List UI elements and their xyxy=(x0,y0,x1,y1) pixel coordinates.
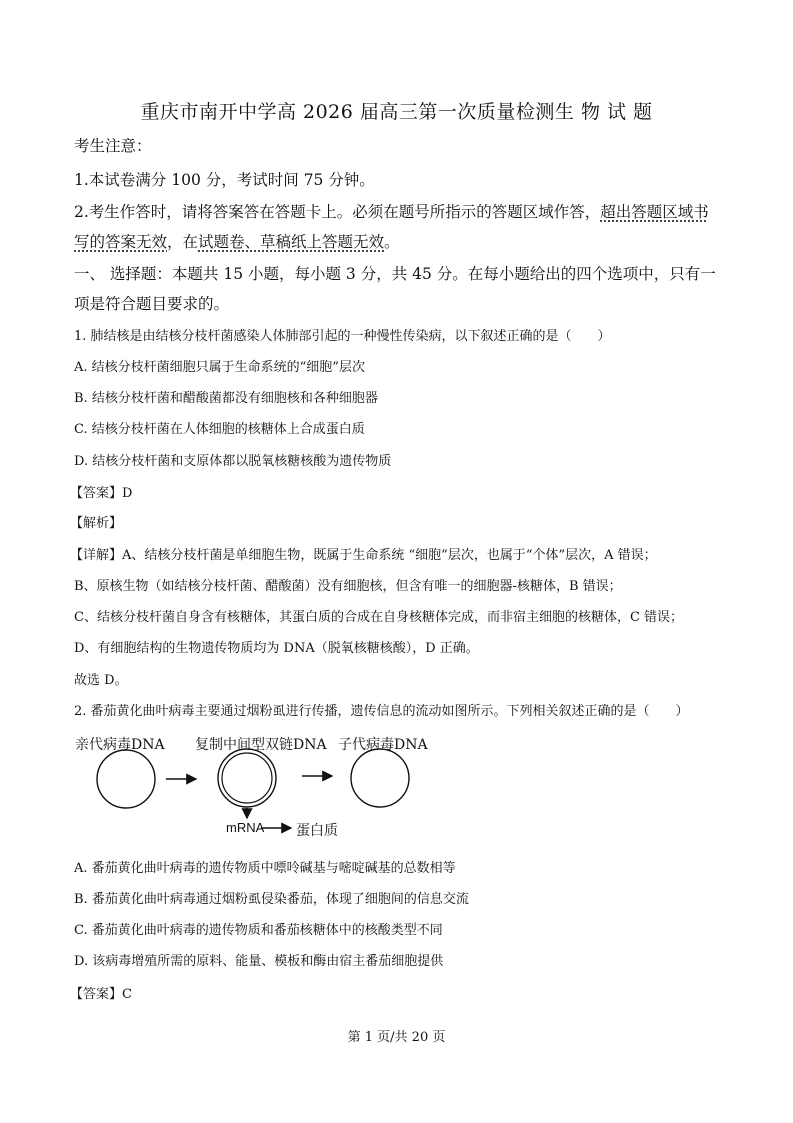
q1-detail-b: B、原核生物（如结核分枝杆菌、醋酸菌）没有细胞核，但含有唯一的细胞器-核糖体，B 错误； xyxy=(74,579,622,594)
q1-stem: 1. 肺结核是由结核分枝杆菌感染人体肺部引起的一种慢性传染病，以下叙述正确的是（ ） xyxy=(74,329,611,344)
notice-2-text-a: 2.考生作答时，请将答案答在答题卡上。必须在题号所指示的答题区域作答， xyxy=(74,203,601,221)
q2-option-b: B. 番茄黄化曲叶病毒通过烟粉虱侵染番茄，体现了细胞间的信息交流 xyxy=(74,892,469,907)
notice-2-emphasis-c: 写的答案无效 xyxy=(74,233,168,251)
page-footer: 第 1 页/共 20 页 xyxy=(347,1030,446,1045)
section-1-line-2: 项是符合题目要求的。 xyxy=(74,295,230,313)
section-1-line-1: 一、 选择题：本题共 15 小题，每小题 3 分，共 45 分。在每小题给出的四个选项中，只有一 xyxy=(74,265,716,283)
q1-option-c: C. 结核分枝杆菌在人体细胞的核糖体上合成蛋白质 xyxy=(74,422,365,437)
intermediate-dna-inner-circle xyxy=(222,753,272,803)
q2-option-d: D. 该病毒增殖所需的原料、能量、模板和酶由宿主番茄细胞提供 xyxy=(74,954,444,969)
q2-stem: 2. 番茄黄化曲叶病毒主要通过烟粉虱进行传播，遗传信息的流动如图所示。下列相关叙述正确的是（ ） xyxy=(74,704,689,719)
diagram-label-child-dna: 子代病毒DNA xyxy=(338,737,428,753)
q1-option-a: A. 结核分枝杆菌细胞只属于生命系统的“细胞”层次 xyxy=(74,360,365,375)
child-dna-circle xyxy=(351,749,409,807)
q1-detail-c: C、结核分枝杆菌自身含有核糖体，其蛋白质的合成在自身核糖体完成，而非宿主细胞的核糖体，C 错误； xyxy=(74,610,684,625)
q1-detail-a: 【详解】A、结核分枝杆菌是单细胞生物，既属于生命系统 “细胞”层次，也属于“个体”层次，A 错误； xyxy=(70,548,657,563)
notice-1: 1.本试卷满分 100 分，考试时间 75 分钟。 xyxy=(74,171,375,189)
q2-option-a: A. 番茄黄化曲叶病毒的遗传物质中嘌呤碱基与嘧啶碱基的总数相等 xyxy=(74,861,456,876)
diagram-label-intermediate-dna: 复制中间型双链DNA xyxy=(195,737,327,753)
q2-option-c: C. 番茄黄化曲叶病毒的遗传物质和番茄核糖体中的核酸类型不同 xyxy=(74,923,443,938)
q1-option-b: B. 结核分枝杆菌和醋酸菌都没有细胞核和各种细胞器 xyxy=(74,391,378,406)
notice-2-emphasis-e: 试题卷、草稿纸上答题无效 xyxy=(198,233,385,251)
page-title: 重庆市南开中学高 2026 届高三第一次质量检测生 物 试 题 xyxy=(140,101,653,123)
intermediate-dna-outer-circle xyxy=(218,749,276,807)
notice-2-emphasis-b: 超出答题区域书 xyxy=(600,203,709,221)
diagram-label-protein: 蛋白质 xyxy=(296,823,338,839)
notice-heading: 考生注意： xyxy=(74,137,152,155)
q1-answer: 【答案】D xyxy=(70,486,133,501)
notice-2-text-f: 。 xyxy=(384,233,400,251)
notice-2-text-d: ，在 xyxy=(167,233,199,251)
diagram-label-parent-dna: 亲代病毒DNA xyxy=(75,737,165,753)
q1-detail-d: D、有细胞结构的生物遗传物质均为 DNA（脱氧核糖核酸），D 正确。 xyxy=(74,641,479,656)
q2-answer: 【答案】C xyxy=(70,987,132,1002)
diagram-label-mrna: mRNA xyxy=(226,820,265,835)
parent-dna-circle xyxy=(97,750,155,808)
q1-option-d: D. 结核分枝杆菌和支原体都以脱氧核糖核酸为遗传物质 xyxy=(74,454,392,469)
q1-analysis-label: 【解析】 xyxy=(70,516,123,531)
q1-conclusion: 故选 D。 xyxy=(74,673,128,688)
